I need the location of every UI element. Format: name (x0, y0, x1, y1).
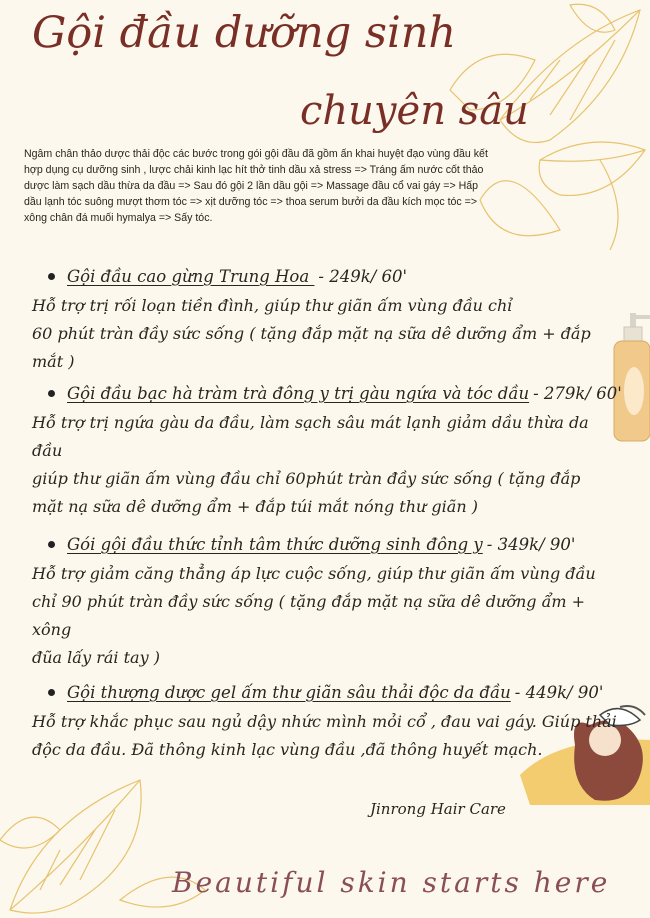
page-title-line-1: Gội đầu dưỡng sinh (32, 8, 457, 58)
service-price: - 449k/ 90' (514, 683, 604, 702)
service-name: Gội thượng dược gel ấm thư giãn sâu thải độc da đầu (67, 683, 511, 702)
bullet-icon (48, 689, 55, 696)
service-name: Gội đầu bạc hà tràm trà đông y trị gàu ngứa và tóc dầu (67, 384, 530, 403)
service-desc-line: đũa lấy rái tay ) (32, 648, 160, 667)
service-desc-line: độc da đầu. Đã thông kinh lạc vùng đầu ,đã thông huyết mạch. (32, 740, 543, 759)
page-title-line-2: chuyên sâu (300, 88, 529, 134)
bullet-icon (48, 273, 55, 280)
tagline: Beautiful skin starts here (172, 866, 611, 899)
service-desc-line: chỉ 90 phút tràn đầy sức sống ( tặng đắp mặt nạ sữa dê dưỡng ẩm + xông (32, 592, 586, 639)
service-price: - 349k/ 90' (486, 535, 576, 554)
service-price: - 279k/ 60' (533, 384, 622, 403)
service-item (32, 381, 622, 521)
service-price: - 249k/ 60' (318, 267, 408, 286)
intro-paragraph: Ngâm chân thảo dược thải độc các bước trong gói gội đầu đã gồm ấn khai huyệt đạo vùng đầu kết hợp dụng cụ dưỡng sinh , lược chải kinh lạc hít thở tinh dầu xả stress => Tráng ấm nước cốt thảo dược làm sạch dầu thừa da đầu => Sau đó gội 2 lần dầu gội => Massage đầu cổ vai gáy => Hấp dầu lạnh tóc suông mượt thơm tóc => xịt dưỡng tóc => thoa serum bưởi da đầu kích mọc tóc => xông chân đá muối hymalya => Sấy tóc. (24, 148, 488, 224)
service-desc-line: 60 phút tràn đầy sức sống ( tặng đắp mặt nạ sữa dê dưỡng ẩm + đắp mắt ) (32, 324, 591, 371)
service-desc-line: Hỗ trợ khắc phục sau ngủ dậy nhức mình mỏi cổ , đau vai gáy. Giúp thải (32, 712, 617, 731)
brand-signature: Jinrong Hair Care (370, 800, 506, 818)
bullet-icon (48, 541, 55, 548)
bullet-icon (48, 390, 55, 397)
service-desc-line: Hỗ trợ trị ngứa gàu da đầu, làm sạch sâu mát lạnh giảm dầu thừa da đầu (32, 413, 589, 460)
service-desc-line: giúp thư giãn ấm vùng đầu chỉ 60phút tràn đầy sức sống ( tặng đắp (32, 469, 581, 488)
service-name: Gói gội đầu thức tỉnh tâm thức dưỡng sinh đông y (67, 535, 483, 554)
service-item (32, 532, 622, 672)
service-item (32, 264, 622, 376)
service-name: Gội đầu cao gừng Trung Hoa (67, 267, 315, 286)
service-desc-line: mặt nạ sữa dê dưỡng ẩm + đắp túi mắt nóng thư giãn ) (32, 497, 478, 516)
service-desc-line: Hỗ trợ trị rối loạn tiền đình, giúp thư giãn ấm vùng đầu chỉ (32, 296, 513, 315)
service-desc-line: Hỗ trợ giảm căng thẳng áp lực cuộc sống, giúp thư giãn ấm vùng đầu (32, 564, 596, 583)
service-item (32, 680, 622, 764)
